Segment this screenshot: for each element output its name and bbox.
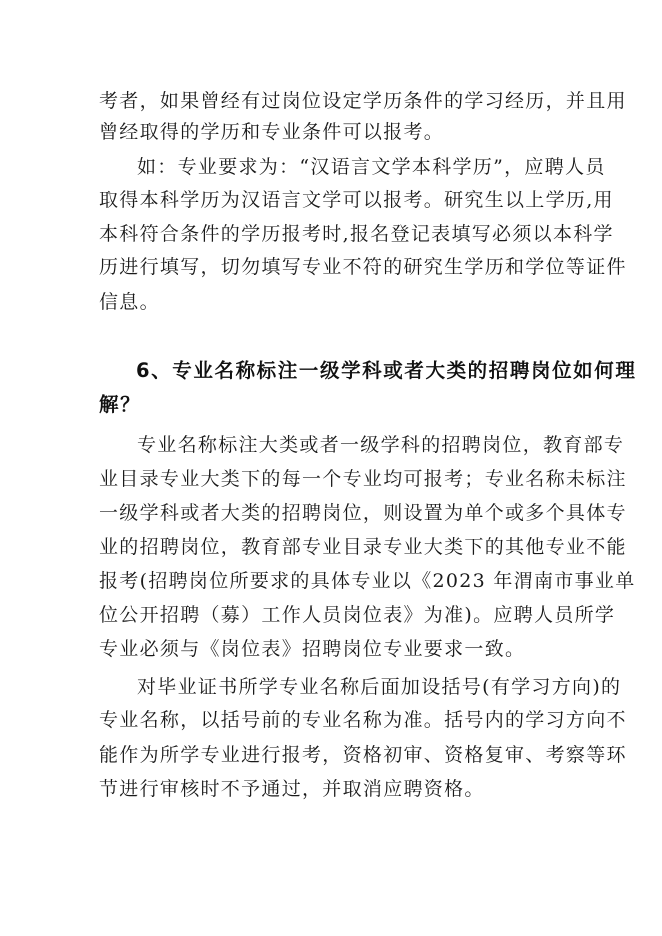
text-line: 曾经取得的学历和专业条件可以报考。 — [99, 121, 445, 143]
text-line: 位公开招聘（募）工作人员岗位表》为准)。应聘人员所学 — [99, 604, 616, 626]
text-line: 历进行填写，切勿填写专业不符的研究生学历和学位等证件 — [99, 256, 627, 278]
text-line: 专业必须与《岗位表》招聘岗位专业要求一致。 — [99, 638, 526, 660]
text-line: 专业名称标注大类或者一级学科的招聘岗位，教育部专 — [137, 434, 625, 456]
text-line: 本科符合条件的学历报考时,报名登记表填写必须以本科学 — [99, 223, 614, 245]
text-line: 报考(招聘岗位所要求的具体专业以《2023 年渭南市事业单 — [99, 570, 636, 592]
text-line: 取得本科学历为汉语言文学可以报考。研究生以上学历,用 — [99, 189, 614, 211]
section-heading: 6、专业名称标注一级学科或者大类的招聘岗位如何理 — [136, 359, 637, 382]
section-heading: 解？ — [99, 393, 142, 416]
text-line: 信息。 — [99, 291, 160, 313]
text-line: 考者，如果曾经有过岗位设定学历条件的学习经历，并且用 — [99, 90, 627, 112]
text-line: 业的招聘岗位，教育部专业目录专业大类下的其他专业不能 — [99, 536, 627, 558]
text-line: 能作为所学专业进行报考，资格初审、资格复审、考察等环 — [99, 744, 627, 766]
text-line: 如：专业要求为：“汉语言文学本科学历”，应聘人员 — [137, 156, 606, 178]
text-line: 专业名称，以括号前的专业名称为准。括号内的学习方向不 — [99, 709, 627, 731]
text-line: 业目录专业大类下的每一个专业均可报考；专业名称未标注 — [99, 468, 627, 490]
text-line: 一级学科或者大类的招聘岗位，则设置为单个或多个具体专 — [99, 502, 627, 524]
text-line: 对毕业证书所学专业名称后面加设括号(有学习方向)的 — [137, 676, 622, 698]
text-line: 节进行审核时不予通过，并取消应聘资格。 — [99, 778, 485, 800]
